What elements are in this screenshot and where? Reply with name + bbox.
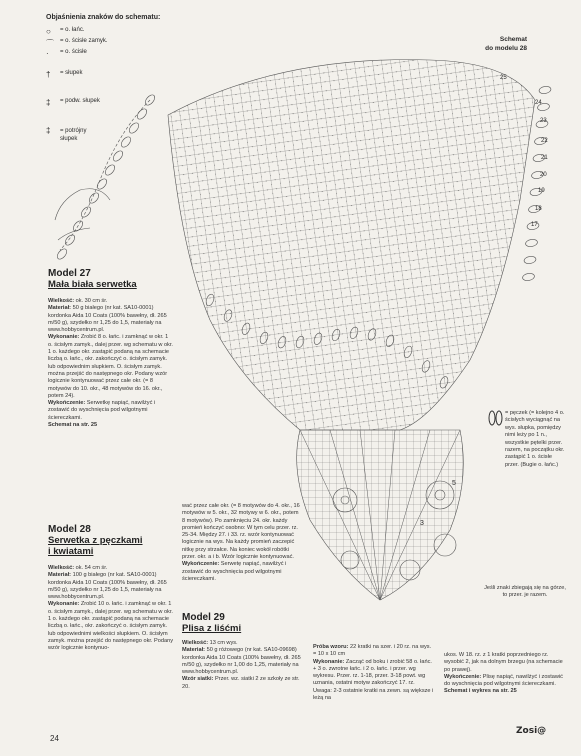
schemat-label: Schemat do modelu 28 (485, 36, 527, 52)
chain-stitch-icon: ○ (46, 27, 51, 36)
merge-note: Jeśli znaki zbiegają się na górze, to przer. je razem. (484, 585, 566, 599)
treble-icon: † (46, 70, 51, 79)
row-number: 24 (535, 100, 542, 106)
row-number: 23 (540, 118, 547, 124)
model28-body: Wielkość: ok. 54 cm śr. Materiał: 100 g białego (nr kat. SA10-0001) kordonka Aida 10 Coats (100% bawełny, dł. 265 m/50 g), szydełko nr 1,25 do 1,5, materiały na www.hobbycentrum.pl. Wykonanie: Zrobić 10 o. łańc. i zamknąć w okr. 1 o. ścisłym zamyk., dalej przer. wg schematu w okr. 1 o. każdego okr. zastąpić podaną na schemacie liczbą o. łańc., okr. zakończyć o. ścisłym zamyk. lub odpowiednimi wielkości słupkiem. O. ścisłym zamyk. można przejść do następnego okr. Podany wzór logicznie kontynuo- (48, 565, 173, 652)
row-number: 21 (541, 155, 548, 161)
inner-number: 5 (452, 480, 456, 487)
legend-item-chain: ○ = o. łańc. (46, 27, 85, 36)
legend-item-slip: · = o. ścisłe (46, 49, 87, 58)
legend-item-slip-close: ⌒ = o. ścisłe zamyk. (46, 38, 108, 48)
slip-close-icon: ⌒ (46, 39, 54, 48)
model29-section (182, 612, 302, 691)
row-number: 17 (531, 222, 538, 228)
model29-subtitle: Plisa z liśćmi (182, 623, 242, 634)
column2-text: wać przez całe okr. (= 8 motywów do 4. okr., 16 motywów w 5. okr., 32 motywy w 6. okr., potem 8 motywów). Po zamknięciu 24. okr. każdy promień kończyć osobno: W tym celu przer. rz. 25-34. Między 27. i 33. rz. wzór kontynuować logicznie na wys. Na każdy promień zaczepić nitkę przy strzałce. Na koniec wokół robótki przer. okr. a i b. Wzór logicznie kontynuować. Wykończenie: Serwetę napiąć, nawilżyć i zostawić do wyschnięcia pod wilgotnymi ściereczkami. (182, 503, 300, 582)
model27-body: Wielkość: ok. 30 cm śr. Materiał: 50 g białego (nr kat. SA10-0001) kordonka Aida 10 Coats (100% bawełny, dł. 265 m/50 g), szydełko nr 1,25 do 1,5, materiały na www.hobbycentrum.pl. Wykonanie: Zrobić 8 o. łańc. i zamknąć w okr. 1 o. ścisłym zamyk., dalej przer. wg schematu w okr. 1 o. każdego okr. zastąpić podaną na schemacie liczbą o. łańc., okr. zakończyć o. ścisłym zamyk. lub odpowiednim słupkiem. O. ścisłym zamyk. można przejść do następnego okr. Podany wzór logicznie kontynuować przez całe okr. (= 8 motywów do 10. okr., 48 motywów do 16. okr., potem 24). Wykończenie: Serwetkę napiąć, nawilżyć i zostawić do wyschnięcia pod wilgotnymi ściereczkami. Schemat na str. 25 (48, 298, 173, 429)
model28-heading: Model 28 (48, 524, 91, 535)
legend-item-double-treble: ‡ = podw. słupek (46, 98, 100, 107)
double-treble-icon: ‡ (46, 98, 51, 107)
column3-text: Próba wzoru: 22 kratki na szer. i 20 rz. na wys. = 10 x 10 cm Wykonanie: Zacząć od boku i zrobić 58 o. łańc. + 3 o. zwrotne łańc. i 2 o. łańc. i przer. wg wykresu. Przer. rz. 1-18, przer. 3-18 powt. wg uznania, ostatni motyw zakończyć 17. rz. Uwaga: 2-3 ostatnie kratki na zewn. są większe i leżą na (313, 644, 434, 702)
model28-section (48, 524, 174, 653)
model27-section (48, 268, 174, 429)
row-number: 19 (538, 188, 545, 194)
row-number: 20 (540, 172, 547, 178)
inner-number: 3 (420, 520, 424, 527)
model28-subtitle-2: i kwiatami (48, 546, 94, 557)
legend-item-treble: † = słupek (46, 70, 83, 79)
model28-subtitle: Serwetka z pęczkami (48, 535, 143, 546)
legend-item-triple-treble: ‡ = potrójny słupek (46, 126, 87, 142)
legend-title: Objaśnienia znaków do schematu: (46, 14, 161, 21)
model27-subtitle: Mała biała serwetka (48, 279, 137, 290)
slip-stitch-icon: · (46, 49, 49, 58)
signature: Zosi@ (516, 726, 547, 736)
column4-text: ukos. W 18. rz. z 1 kratki poprzedniego rz. wysobić 2, jak na dolnym brzegu (na schemacie po prawej). Wykończenie: Plisę napiąć, nawilżyć i zostawić do wyschnięcia pod wilgotnymi ściereczkami. Schemat i wykres na str. 25 (444, 652, 563, 695)
row-number: 18 (535, 206, 542, 212)
row-number: 22 (541, 138, 548, 144)
model27-heading: Model 27 (48, 268, 91, 279)
triple-treble-icon: ‡ (46, 126, 51, 135)
model29-heading: Model 29 (182, 612, 225, 623)
page-number: 24 (50, 734, 59, 743)
cluster-note: = pęczek (= kolejno 4 o. ścisłych wyciągnąć na wys. słupka, pomiędzy nimi leży po 1 n., wszystkie pętelki przer. razem, na początku okr. zastąpić 1 o. ścisłe przer. (Bugie o. łańc.) (505, 410, 565, 468)
row-number: 25 (500, 75, 507, 81)
model29-body: Wielkość: 13 cm wys. Materiał: 50 g różowego (nr kat. SA10-09698) kordonka Aida 10 Coats (100% bawełny, dł. 265 m/50 g), szydełko nr 1,00 do 1,25, materiały na www.hobbycentrum.pl. Wzór siatki: Przer. wz. siatki 2 ze szkoły ze str. 20. (182, 640, 301, 690)
